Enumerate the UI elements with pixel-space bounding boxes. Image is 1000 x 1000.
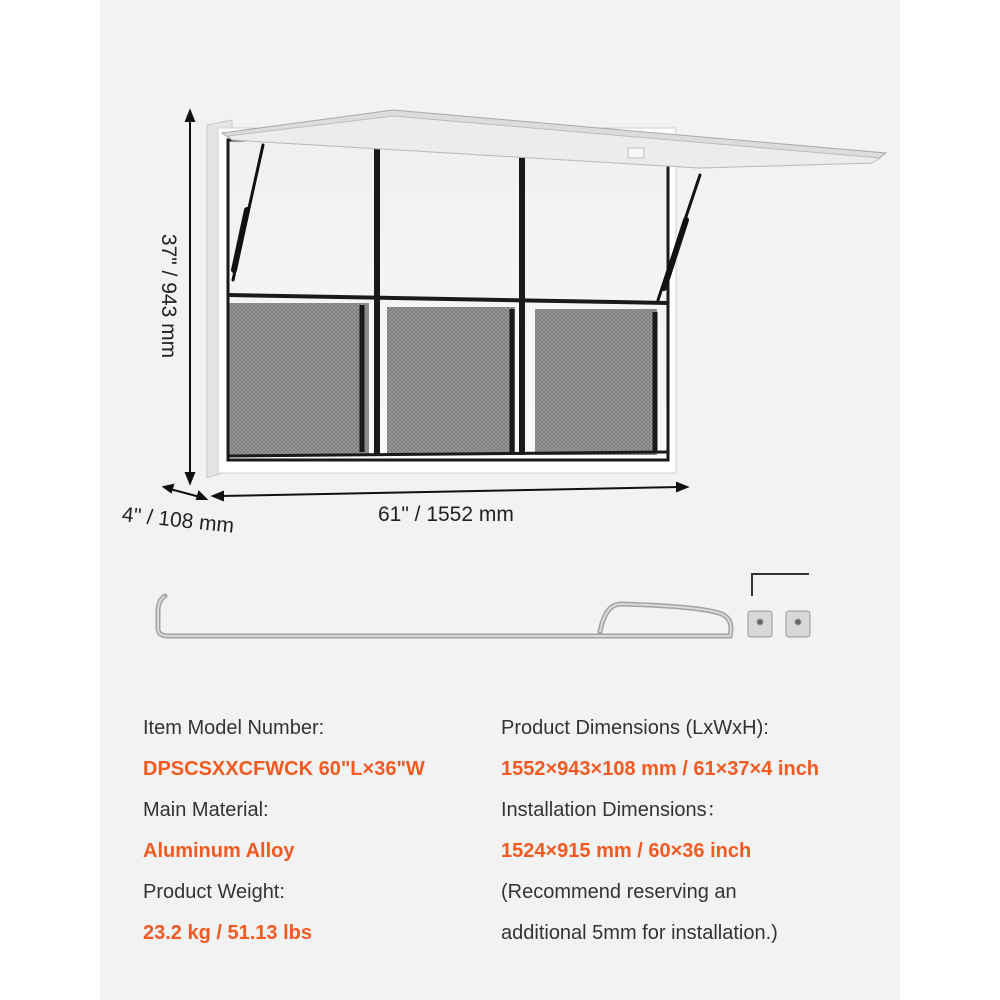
installation-dimensions-label: Installation Dimensions： [501,799,727,821]
material-value: Aluminum Alloy [143,840,295,862]
installation-dimensions-value: 1524×915 mm / 60×36 inch [501,840,752,862]
installation-note-line-2: additional 5mm for installation.) [501,922,778,944]
depth-dimension-label: 4" / 108 mm [120,503,236,538]
height-dimension-label: 37" / 943 mm [157,233,180,359]
material-label: Main Material: [143,799,269,821]
specs-right-column [501,708,901,954]
prop-rod [158,596,731,636]
allen-key-icon [752,574,809,596]
rod-outline [158,596,731,636]
product-dimensions-value: 1552×943×108 mm / 61×37×4 inch [501,758,820,780]
weight-value: 23.2 kg / 51.13 lbs [143,922,312,944]
product-dimensions-label: Product Dimensions (LxWxH): [501,717,769,739]
mounting-clip-icon [748,611,810,637]
width-dimension-label: 61" / 1552 mm [378,503,514,526]
weight-label: Product Weight: [143,881,285,903]
specs-left-column [143,708,543,954]
screen-mesh [229,303,657,456]
model-number-value: DPSCSXXCFWCK 60"L×36"W [143,758,425,780]
model-number-label: Item Model Number: [143,717,325,739]
installation-note-line-1: (Recommend reserving an [501,881,737,903]
